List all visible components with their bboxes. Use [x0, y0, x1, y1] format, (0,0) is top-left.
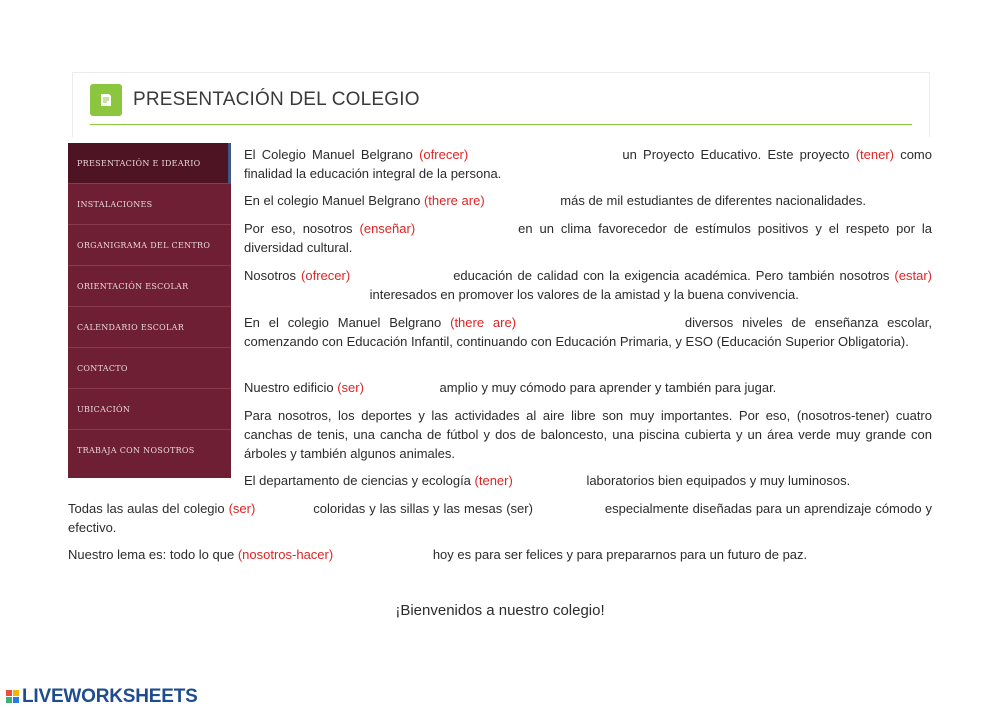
- verb-hint: (nosotros-hacer): [237, 547, 334, 562]
- paragraph-2: En el colegio Manuel Belgrano (there are) más de mil estudiantes de diferentes nacionalidades.: [244, 193, 866, 208]
- paragraph-6: Nuestro edificio (ser) amplio y muy cómodo para aprender y también para jugar.: [244, 380, 777, 395]
- paragraph-1: El Colegio Manuel Belgrano (ofrecer) un Proyecto Educativo. Este proyecto (tener) como finalidad la educación integral de la persona.: [244, 147, 932, 181]
- verb-hint: (enseñar): [359, 221, 416, 236]
- verb-hint: (tener): [855, 147, 895, 162]
- book-icon: [90, 84, 122, 116]
- liveworksheets-logo: [6, 686, 198, 708]
- sidebar-item-trabaja[interactable]: TRABAJA CON NOSOTROS: [77, 446, 195, 455]
- sidebar-item-calendario[interactable]: CALENDARIO ESCOLAR: [68, 307, 231, 348]
- paragraph-7: Para nosotros, los deportes y las actividades al aire libre son muy importantes. Por eso, (nosotros-tener) cuatro canchas de tenis, una cancha de fútbol y dos de baloncesto, una piscina cubierta y un área verde muy grande con árboles y también algunos animales.: [244, 408, 932, 461]
- paragraph-9: Todas las aulas del colegio (ser) coloridas y las sillas y las mesas (ser) especialmente diseñadas para un aprendizaje cómodo y efectivo.: [68, 501, 932, 535]
- paragraph-10: Nuestro lema es: todo lo que (nosotros-hacer) hoy es para ser felices y para prepararnos para un futuro de paz.: [68, 547, 808, 562]
- page-title: PRESENTACIÓN DEL COLEGIO: [133, 89, 420, 110]
- logo-icon: [6, 690, 20, 704]
- verb-hint: (there are): [450, 315, 517, 330]
- sidebar-item-orientacion[interactable]: ORIENTACIÓN ESCOLAR: [68, 266, 231, 307]
- paragraph-8: El departamento de ciencias y ecología (tener) laboratorios bien equipados y muy luminosos.: [244, 473, 851, 488]
- sidebar-item-presentacion[interactable]: PRESENTACIÓN E IDEARIO: [68, 143, 231, 184]
- sidebar-item-contacto[interactable]: CONTACTO: [68, 348, 231, 389]
- sidebar-item-organigrama[interactable]: ORGANIGRAMA DEL CENTRO: [68, 225, 231, 266]
- verb-hint: (estar): [894, 268, 932, 283]
- welcome-text: ¡Bienvenidos a nuestro colegio!: [395, 602, 605, 619]
- verb-hint: (ser): [337, 380, 364, 395]
- verb-hint: (tener): [474, 473, 513, 488]
- verb-hint: (there are): [423, 193, 485, 208]
- header-card: [72, 72, 930, 137]
- verb-hint: (ofrecer): [419, 147, 469, 162]
- sidebar-item-instalaciones[interactable]: INSTALACIONES: [68, 184, 231, 225]
- paragraph-3: Por eso, nosotros (enseñar) en un clima favorecedor de estímulos positivos y el respeto por la diversidad cultural.: [244, 221, 932, 255]
- sidebar: [68, 143, 231, 478]
- sidebar-item-ubicacion[interactable]: UBICACIÓN: [68, 389, 231, 430]
- header-divider: [90, 124, 912, 125]
- verb-hint: (ser): [228, 501, 256, 516]
- paragraph-5: En el colegio Manuel Belgrano (there are) diversos niveles de enseñanza escolar, comenzando con Educación Infantil, continuando con Educación Primaria, y ESO (Educación Superior Obligatoria).: [244, 315, 932, 349]
- paragraph-4: Nosotros (ofrecer) educación de calidad con la exigencia académica. Pero también nosotros (estar) interesados en promover los valores de la amistad y la buena convivencia.: [244, 268, 932, 302]
- verb-hint: (ofrecer): [301, 268, 351, 283]
- logo-text: LIVEWORKSHEETS: [22, 686, 198, 707]
